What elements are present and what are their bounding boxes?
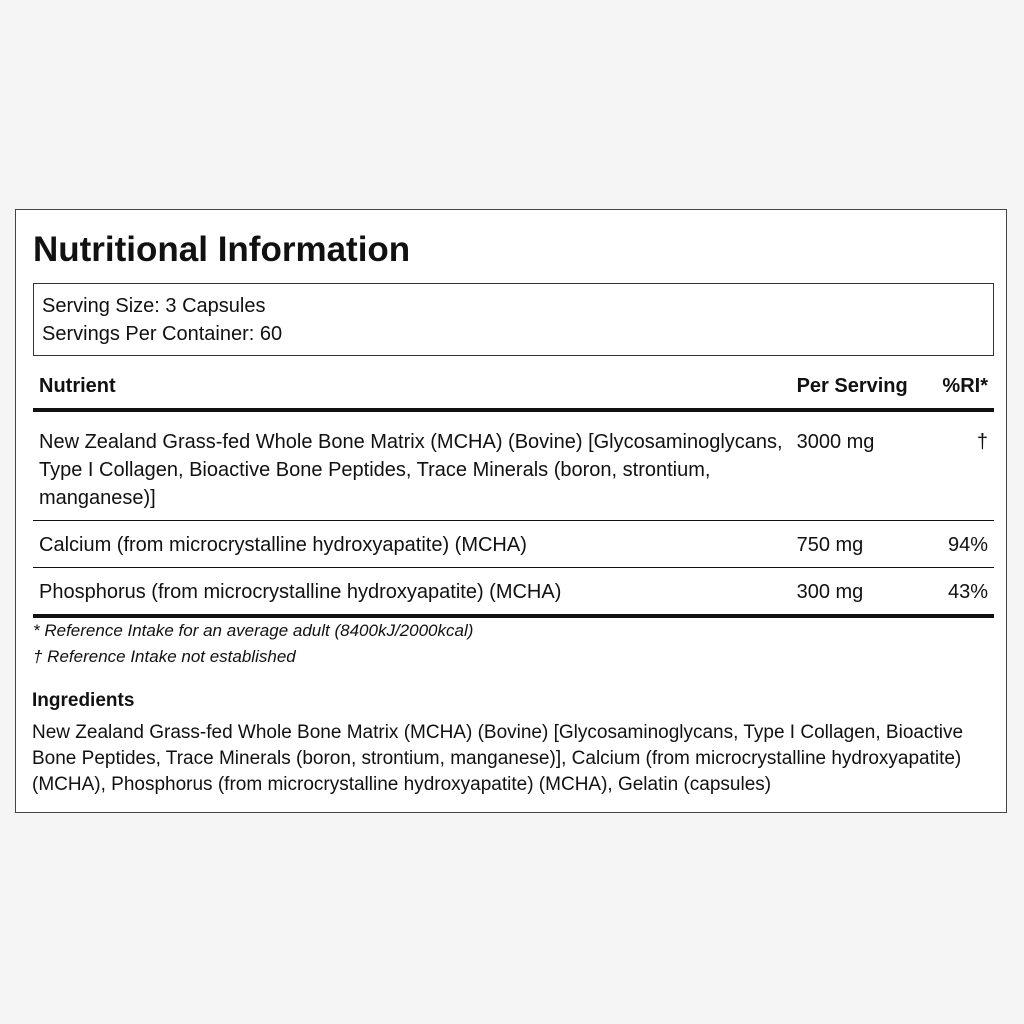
nutrient-amount: 750 mg (791, 521, 923, 568)
nutrient-ri: 94% (922, 521, 994, 568)
nutrient-table (33, 368, 994, 618)
panel-title: Nutritional Information (33, 230, 411, 269)
header-nutrient: Nutrient (33, 368, 791, 410)
nutrient-name: New Zealand Grass-fed Whole Bone Matrix (MCHA) (Bovine) [Glycosaminoglycans, Type I Collagen, Bioactive Bone Peptides, Trace Minerals (boron, strontium, manganese)] (33, 410, 791, 521)
nutrient-ri: 43% (922, 568, 994, 617)
header-per-serving: Per Serving (791, 368, 923, 410)
header-ri: %RI* (922, 368, 994, 410)
table-header-row (33, 368, 994, 410)
ingredients-text: New Zealand Grass-fed Whole Bone Matrix (MCHA) (Bovine) [Glycosaminoglycans, Type I Collagen, Bioactive Bone Peptides, Trace Minerals (boron, strontium, manganese)], Calcium (from microcrystalline hydroxyapatite) (MCHA), Phosphorus (from microcrystalline hydroxyapatite) (MCHA), Gelatin (capsules) (32, 722, 964, 795)
nutrient-name: Phosphorus (from microcrystalline hydroxyapatite) (MCHA) (33, 568, 791, 617)
footnote-ri: * Reference Intake for an average adult (8400kJ/2000kcal) (33, 621, 474, 640)
servings-per-container: Servings Per Container: 60 (42, 323, 283, 345)
table-row (33, 410, 994, 521)
footnote-not-established: † Reference Intake not established (33, 647, 296, 666)
table-row (33, 521, 994, 568)
table-row (33, 568, 994, 617)
nutrient-ri: † (922, 410, 994, 521)
nutrient-name: Calcium (from microcrystalline hydroxyapatite) (MCHA) (33, 521, 791, 568)
serving-info-box (33, 283, 994, 356)
nutrition-panel (15, 209, 1007, 813)
footnotes (33, 618, 473, 670)
ingredients-heading: Ingredients (32, 690, 135, 711)
nutrient-amount: 3000 mg (791, 410, 923, 521)
nutrient-amount: 300 mg (791, 568, 923, 617)
serving-size: Serving Size: 3 Capsules (42, 295, 266, 317)
